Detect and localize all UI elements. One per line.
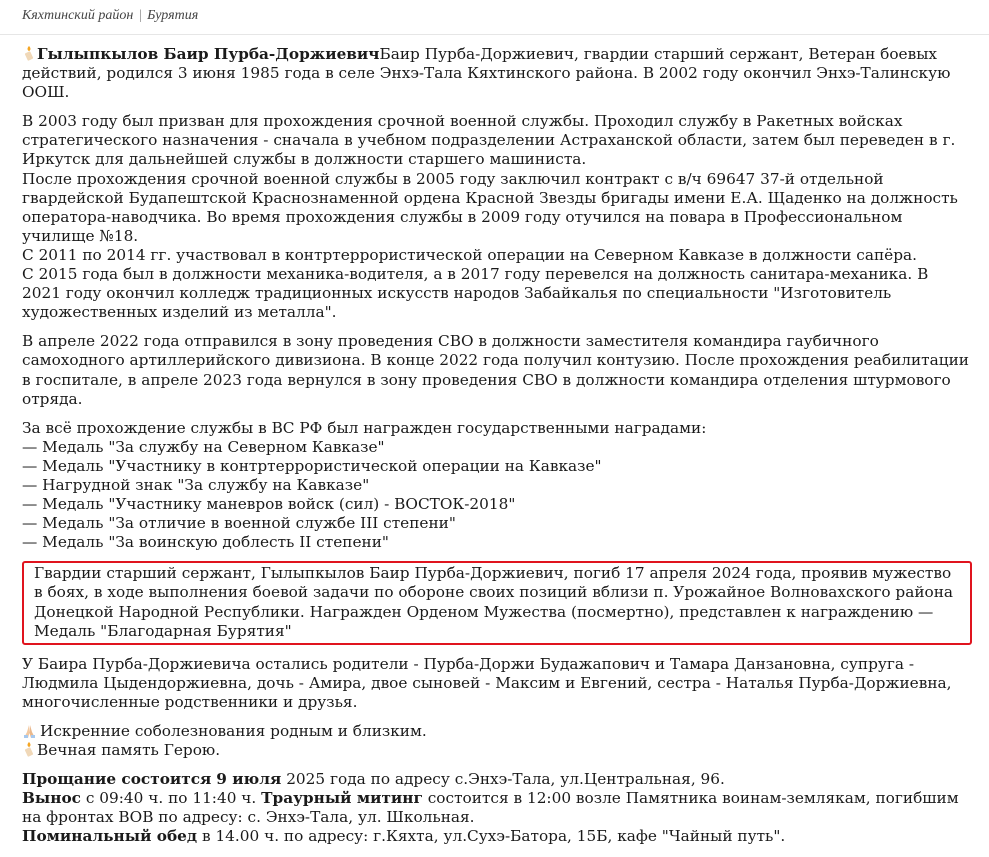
candle-icon [22,741,35,757]
condolence-text: Искренние соболезнования родным и близким. [40,722,427,740]
service-line: После прохождения срочной военной службы в 2005 году заключил контракт с в/ч 69647 37-й отдельной гвардейской Будапештской Краснознаменной ордена Красной Звезды бригады имени Е.А. Щаденко на должность оператора-наводчика. Во время прохождения службы в 2009 году отучился на повара в Профессиональном училище №18. [22,169,958,245]
breadcrumb-district[interactable]: Кяхтинский район [22,8,134,23]
hero-name: Гылыпкылов Баир Пурба-Доржиевич [37,45,380,63]
svo-paragraph: В апреле 2022 года отправился в зону проведения СВО в должности заместителя командира гаубичного самоходного артиллерийского дивизиона. В конце 2022 года получил контузию. После прохождения реабилитации в госпитале, в апреле 2023 года вернулся в зону проведения СВО в должности командира отделения штурмового отряда. [22,332,969,408]
meeting-label: Траурный митинг [261,789,423,808]
awards-intro: За всё прохождение службы в ВС РФ был награжден государственными наградами: [22,418,707,437]
breadcrumb-separator: | [138,8,143,23]
candle-icon [22,45,35,61]
award-item: — Медаль "За службу на Северном Кавказе" [22,437,385,456]
memorial-label: Поминальный обед [22,827,198,846]
praying-hands-icon [22,723,37,739]
service-paragraph [22,112,972,322]
header-divider [0,34,989,35]
memory-text: Вечная память Герою. [37,741,221,760]
memorial-text: в 14.00 ч. по адресу: г.Кяхта, ул.Сухэ-Батора, 15Б, кафе "Чайный путь". [201,827,786,846]
article-body [22,45,972,857]
award-item: — Медаль "Участнику маневров войск (сил) - ВОСТОК-2018" [22,495,516,514]
intro-text: Баир Пурба-Доржиевич, гвардии старший сержант, Ветеран боевых действий, родился 3 июня 1985 года в селе Энхэ-Тала Кяхтинского района. В 2002 году окончил Энхэ-Талинскую ООШ. [22,45,951,102]
schedule-paragraph [22,770,972,846]
awards-paragraph [22,419,972,553]
farewell-date: 9 июля [216,770,282,789]
memory-line [22,741,972,760]
breadcrumb [22,8,198,24]
service-line: В 2003 году был призван для прохождения срочной военной службы. Проходил службу в Ракетных войсках стратегического назначения - сначала в учебном подразделении Астраханской области, затем был переведен в г. Иркутск для дальнейшей службы в должности старшего машиниста. [22,112,956,169]
meeting-text: состоится в 12:00 возле Памятника воинам-землякам, погибшим на фронтах ВОВ по адресу: с. Энхэ-Тала, ул. Школьная. [22,789,959,827]
intro-paragraph [22,45,972,102]
condolence-paragraph [22,722,972,760]
service-line: С 2015 года был в должности механика-водителя, а в 2017 году перевелся на должность санитара-механика. В 2021 году окончил колледж традиционных искусств народов Забайкалья по специальности "Изготовитель художественных изделий из металла". [22,265,929,322]
farewell-text: 2025 года по адресу с.Энхэ-Тала, ул.Центральная, 96. [286,770,725,789]
award-item: — Медаль "Участнику в контртеррористической операции на Кавказе" [22,456,602,475]
removal-time: с 09:40 ч. по 11:40 ч. [85,789,257,808]
farewell-label: Прощание состоится [22,770,212,789]
award-item: — Нагрудной знак "За службу на Кавказе" [22,475,370,494]
death-notice-highlight: Гвардии старший сержант, Гылыпкылов Баир Пурба-Доржиевич, погиб 17 апреля 2024 года, проявив мужество в боях, в ходе выполнения боевой задачи по обороне своих позиций вблизи п. Урожайное Волновахского района Донецкой Народной Республики. Награжден Орденом Мужества (посмертно), представлен к награждению — Медаль "Благодарная Бурятия" [22,561,972,644]
removal-line [22,789,972,827]
family-paragraph: У Баира Пурба-Доржиевича остались родители - Пурба-Доржи Будажапович и Тамара Данзановна, супруга - Людмила Цыдендоржиевна, дочь - Амира, двое сыновей - Максим и Евгений, сестра - Наталья Пурба-Доржиевна, многочисленные родственники и друзья. [22,654,952,711]
memorial-line [22,827,972,846]
award-item: — Медаль "За воинскую доблесть II степени" [22,533,389,552]
condolence-line [22,722,972,741]
service-line: С 2011 по 2014 гг. участвовал в контртеррористической операции на Северном Кавказе в должности сапёра. [22,245,917,264]
award-item: — Медаль "За отличие в военной службе III степени" [22,514,456,533]
breadcrumb-region[interactable]: Бурятия [147,8,199,23]
removal-label: Вынос [22,789,81,808]
farewell-line [22,770,972,789]
